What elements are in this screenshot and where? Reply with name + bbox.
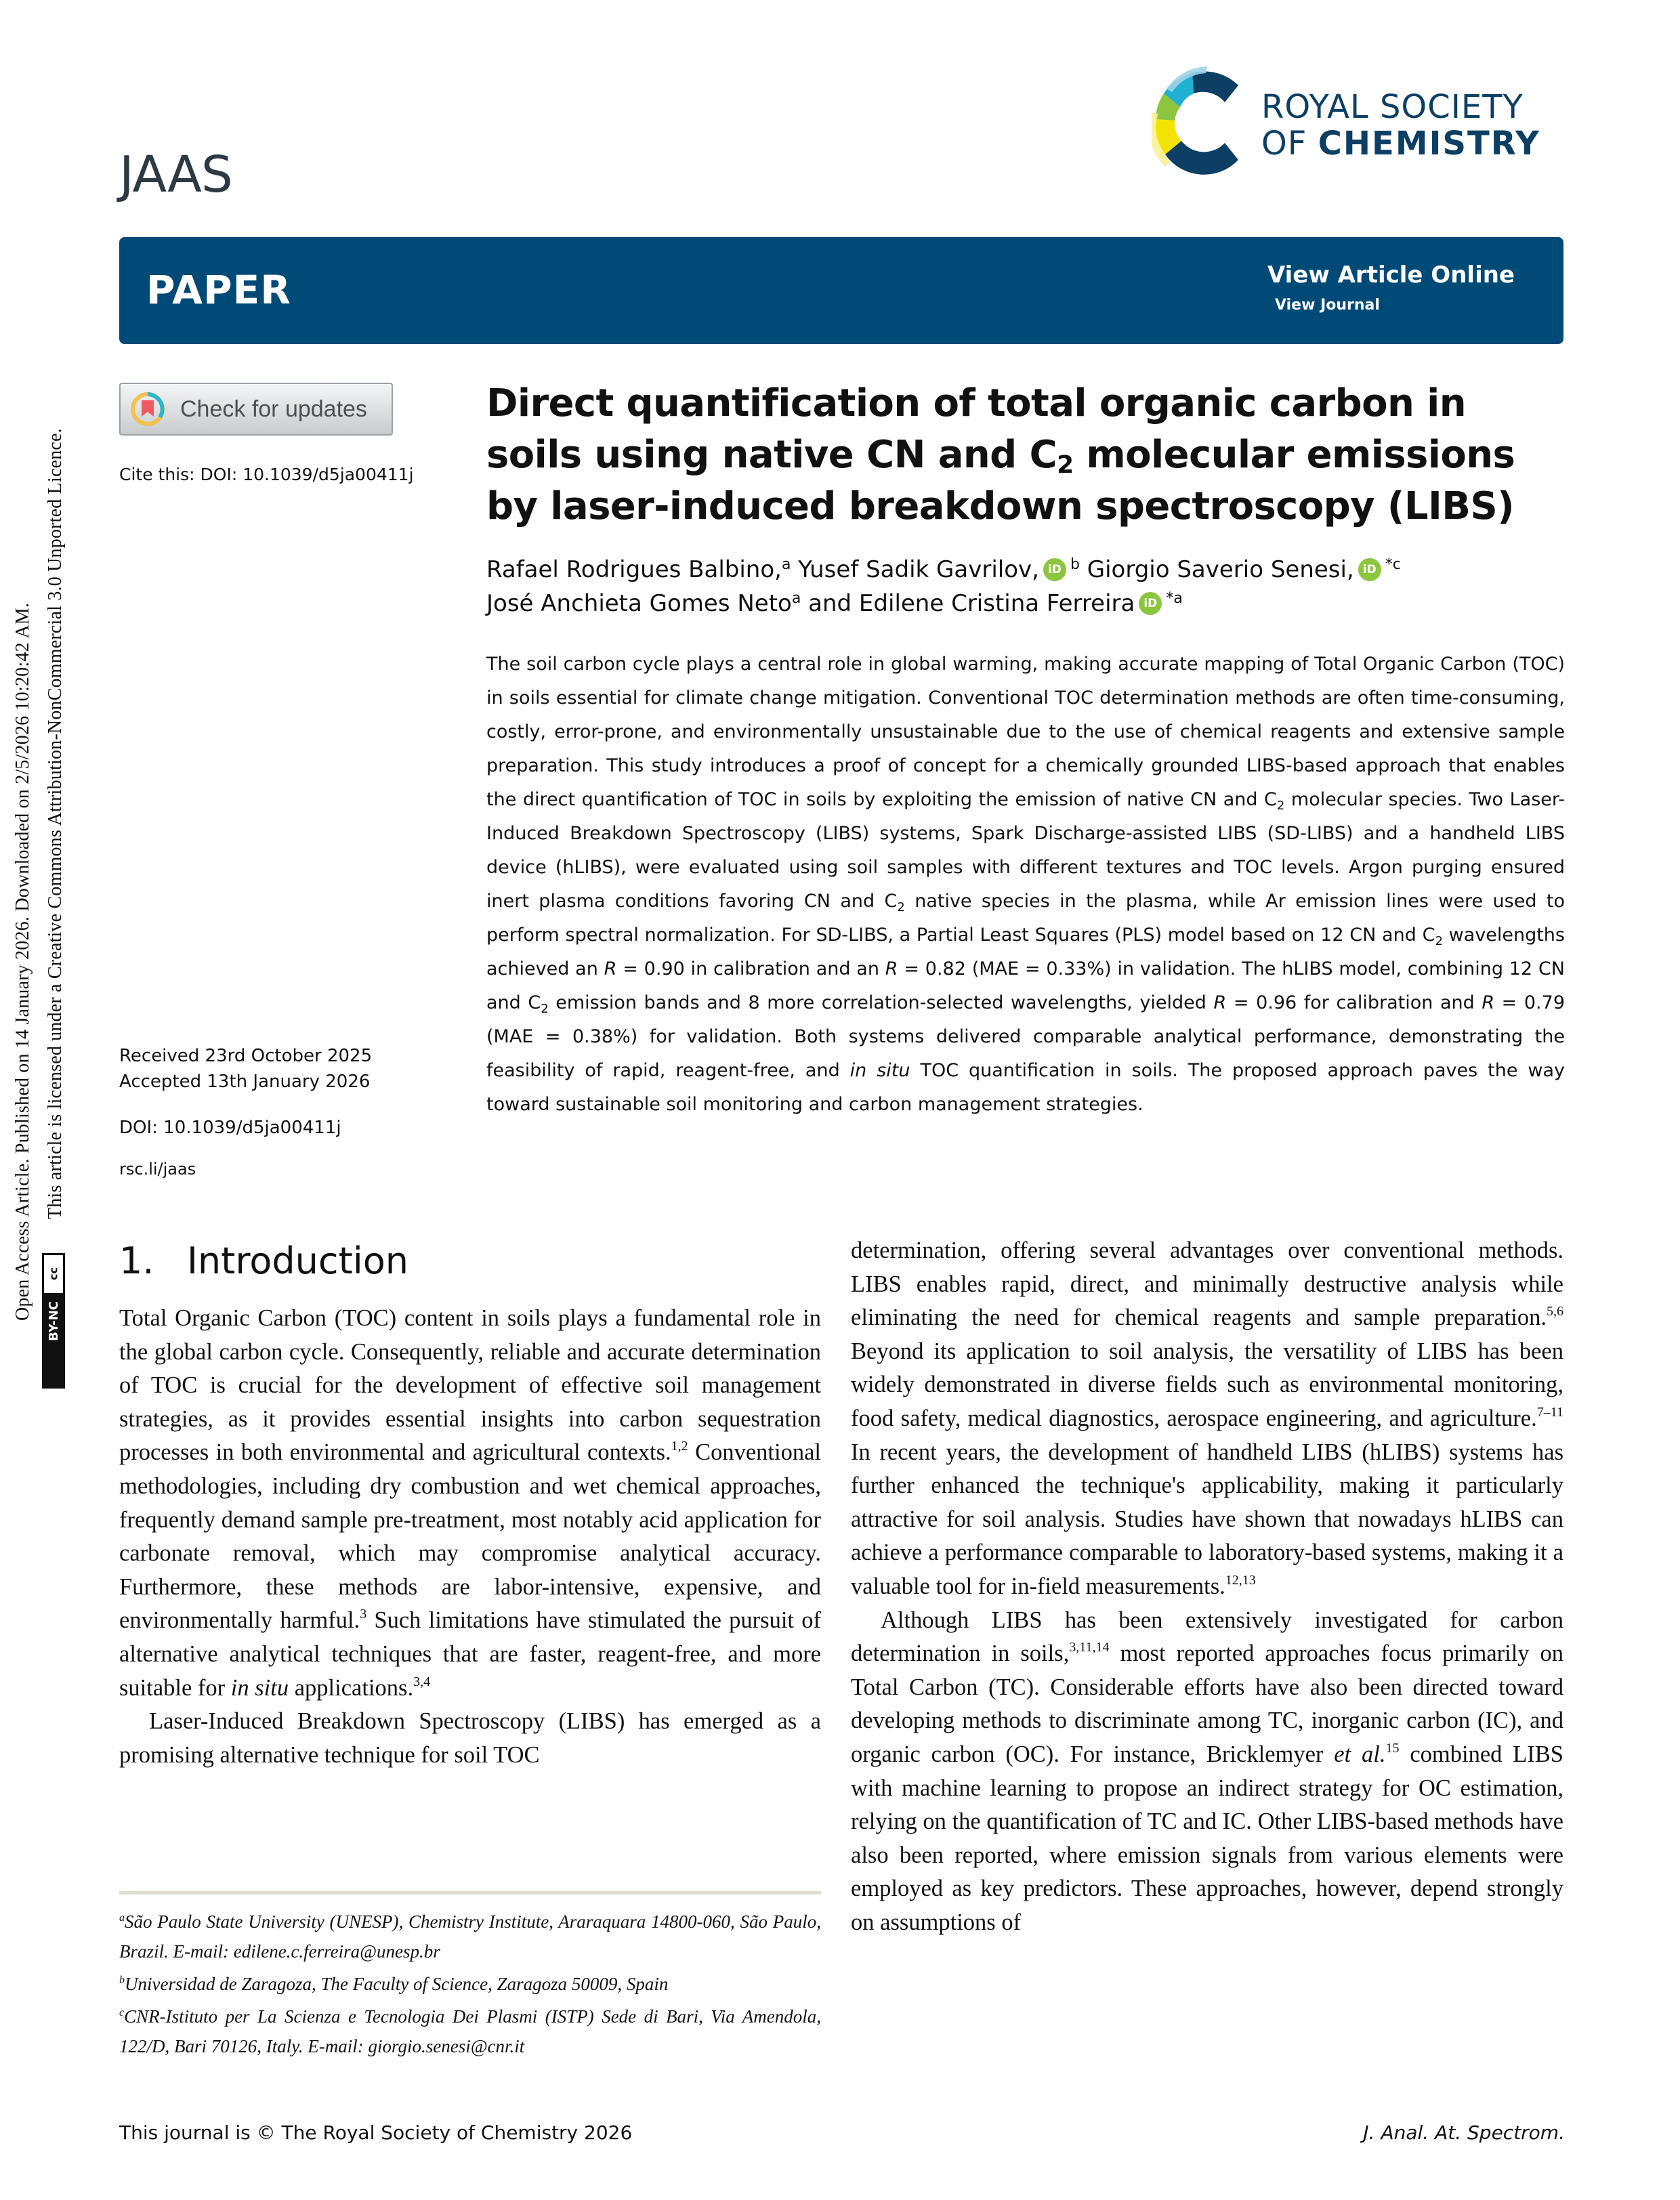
italic-text: in situ (230, 1674, 289, 1701)
abstract-text: = 0.79 (MAE = 0.38%) for validation. Both systems delivered comparable analytical performance, demonstrating the feasibility of rapid, reagent-free, and (486, 992, 1565, 1081)
subscript: 2 (897, 900, 905, 914)
citation-ref[interactable]: 12,13 (1225, 1572, 1256, 1588)
italic-r: R (1482, 992, 1495, 1013)
title-subscript: 2 (1057, 451, 1074, 479)
section-number: 1. (119, 1240, 154, 1282)
cite-label: Cite this: (119, 465, 195, 484)
citation-ref[interactable]: 1,2 (671, 1439, 688, 1454)
copyright-footer: This journal is © The Royal Society of Chemistry 2026 (119, 2121, 633, 2144)
title-text-1: Direct quantification of total organic carbon in soils using native CN and C (486, 381, 1466, 477)
italic-text: et al. (1334, 1741, 1386, 1767)
body-text: determination, offering several advantages over conventional methods. LIBS enables rapid, direct, and minimally destructive analysis while eliminating the need for chemical reagents and sample preparation. (851, 1238, 1563, 1331)
author-affiliation: *c (1385, 556, 1401, 573)
subscript: 2 (1276, 799, 1285, 813)
citation-ref[interactable]: 7–11 (1536, 1404, 1563, 1420)
italic-r: R (604, 958, 617, 979)
article-dates (119, 1043, 372, 1095)
body-text: most reported approaches focus primarily on Total Carbon (TC). Considerable efforts have also been directed toward developing methods to discriminate among TC, inorganic carbon (IC), and organic carbon (OC). For instance, Bricklemyer (851, 1641, 1563, 1767)
rsc-c-mark-icon (1152, 65, 1253, 180)
body-text: Total Organic Carbon (TOC) content in soils plays a fundamental role in the global carbon cycle. Consequently, reliable and accurate determination of TOC is crucial for the development of effective soil management strategies, as it provides essential insights into carbon sequestration processes in both environmental and agricultural contexts. (119, 1305, 821, 1466)
body-text: combined LIBS with machine learning to propose an indirect strategy for OC estimation, relying on the quantification of TC and IC. Other LIBS-based methods have also been reported, where emission signals from various elements were employed as key predictors. These approaches, however, depend strongly on assumptions of (851, 1741, 1563, 1935)
author-name[interactable]: José Anchieta Gomes Neto (486, 590, 792, 617)
rsc-logo[interactable] (1152, 65, 1565, 180)
section-title: Introduction (187, 1240, 409, 1282)
view-article-online-link[interactable]: View Article Online (1267, 261, 1515, 289)
italic-r: R (1213, 992, 1227, 1013)
citation-ref[interactable]: 3,4 (413, 1674, 431, 1689)
abstract-text: emission bands and 8 more correlation-selected wavelengths, yielded (548, 992, 1214, 1013)
author-list (486, 553, 1570, 620)
author-name[interactable]: and Edilene Cristina Ferreira (808, 590, 1135, 617)
paragraph (851, 1234, 1563, 1604)
body-text: Although LIBS has been extensively investigated for carbon determination in soils, (851, 1607, 1563, 1667)
publication-notice: Open Access Article. Published on 14 January 2026. Downloaded on 2/5/2026 10:20:42 AM. (12, 602, 33, 1321)
footnote-mark: b (119, 1974, 125, 1986)
rsc-line2 (1261, 125, 1540, 163)
orcid-icon[interactable]: iD (1358, 558, 1381, 581)
article-type-banner (119, 237, 1563, 344)
author-name[interactable]: Yusef Sadik Gavrilov, (798, 556, 1039, 583)
citation-ref[interactable]: 3 (360, 1607, 367, 1622)
body-column-right (851, 1234, 1563, 1939)
citation-ref[interactable]: 5,6 (1547, 1304, 1563, 1319)
rsc-line1: ROYAL SOCIETY (1261, 88, 1524, 126)
article-doi[interactable]: DOI: 10.1039/d5ja00411j (119, 1118, 341, 1138)
footnote-mark: c (119, 2007, 125, 2018)
abstract-text: TOC quantification in soils. The proposed approach paves the way toward sustainable soil monitoring and carbon management strategies. (486, 1060, 1565, 1115)
footnote-mark: a (119, 1912, 125, 1924)
orcid-icon[interactable]: iD (1043, 558, 1066, 581)
body-text: Conventional methodologies, including dry combustion and wet chemical approaches, frequently demand sample pre-treatment, most notably acid application for carbonate removal, which may compromise analytical accuracy. Furthermore, these methods are labor-intensive, expensive, and environmentally harmful. (119, 1439, 821, 1634)
abstract-text: native species in the plasma, while Ar emission lines were used to perform spectral normalization. For SD-LIBS, a Partial Least Squares (PLS) model based on 12 CN and C (486, 891, 1565, 946)
citation-ref[interactable]: 15 (1385, 1740, 1400, 1756)
author-affiliation: a (781, 556, 791, 573)
abstract-text: = 0.90 in calibration and an (616, 958, 885, 979)
affiliation-footnotes (119, 1907, 821, 2064)
abstract-text: The soil carbon cycle plays a central role in global warming, making accurate mapping of Total Organic Carbon (TOC) in soils essential for climate change mitigation. Conventional TOC determination methods are often time-consuming, costly, error-prone, and environmentally unsustainable due to the use of chemical reagents and extensive sample preparation. This study introduces a proof of concept for a chemically grounded LIBS-based approach that enables the direct quantification of TOC in soils by exploiting the emission of native CN and C (486, 654, 1565, 810)
cite-doi[interactable]: DOI: 10.1039/d5ja00411j (200, 465, 414, 484)
paragraph (851, 1604, 1563, 1940)
paragraph (119, 1302, 821, 1705)
abstract (486, 648, 1565, 1122)
italic-text: in situ (849, 1060, 910, 1081)
cite-this (119, 465, 414, 484)
crossmark-icon (130, 392, 165, 427)
subscript: 2 (1435, 934, 1443, 948)
accepted-date: Accepted 13th January 2026 (119, 1072, 371, 1092)
cc-license-badge[interactable] (42, 1253, 65, 1389)
rsc-line2-bold: CHEMISTRY (1318, 125, 1540, 163)
author-name[interactable]: Rafael Rodrigues Balbino, (486, 556, 782, 583)
body-text: Such limitations have stimulated the pursuit of alternative analytical techniques that are faster, reagent-free, and more suitable for (119, 1607, 821, 1701)
author-name[interactable]: Giorgio Saverio Senesi, (1087, 556, 1354, 583)
abstract-text: = 0.82 (MAE = 0.33%) in validation. The hLIBS model, combining 12 CN and C (486, 958, 1565, 1013)
footnote (119, 1969, 821, 1999)
body-text: applications. (289, 1674, 414, 1701)
title-text-2: molecular emissions by laser-induced breakdown spectroscopy (LIBS) (486, 433, 1515, 528)
section-heading-introduction (119, 1240, 408, 1282)
citation-ref[interactable]: 3,11,14 (1069, 1640, 1110, 1655)
view-journal-link[interactable]: View Journal (1275, 297, 1380, 314)
article-type-label: PAPER (146, 267, 291, 313)
journal-abbrev-footer: J. Anal. At. Spectrom. (1363, 2121, 1565, 2144)
check-for-updates-button[interactable] (119, 383, 393, 436)
body-column-left (119, 1302, 821, 1772)
creative-commons-icon: cc (44, 1255, 63, 1293)
rsc-wordmark (1261, 88, 1540, 163)
footnote-text: CNR-Istituto per La Scienza e Tecnologia Dei Plasmi (ISTP) Sede di Bari, Via Amendola, 122/D, Bari 70126, Italy. E-mail: giorgio.senesi@cnr.it (119, 2006, 821, 2056)
body-text: Beyond its application to soil analysis, the versatility of LIBS has been widely demonstrated in diverse fields such as environmental monitoring, food safety, medical diagnostics, aerospace engineering, and agriculture. (851, 1338, 1563, 1431)
abstract-text: = 0.96 for calibration and (1226, 992, 1482, 1013)
journal-name: JAAS (119, 146, 232, 204)
footnote-divider (119, 1891, 821, 1895)
check-for-updates-label: Check for updates (180, 396, 367, 422)
footnote (119, 2002, 821, 2061)
abstract-text: molecular species. Two Laser-Induced Breakdown Spectroscopy (LIBS) systems, Spark Discharge-assisted LIBS (SD-LIBS) and a handheld LIBS device (hLIBS), were evaluated using soil samples with different textures and TOC levels. Argon purging ensured inert plasma conditions favoring CN and C (486, 789, 1565, 912)
journal-short-link[interactable]: rsc.li/jaas (119, 1160, 196, 1179)
footnote (119, 1907, 821, 1966)
abstract-text: wavelengths achieved an (486, 925, 1565, 979)
body-text: In recent years, the development of handheld LIBS (hLIBS) systems has further enhanced the technique's applicability, making it particularly attractive for soil analysis. Studies have shown that nowadays hLIBS can achieve a performance comparable to laboratory-based systems, making it a valuable tool for in-field measurements. (851, 1439, 1563, 1599)
open-access-strip (0, 0, 75, 1422)
rsc-line2-light: OF (1261, 125, 1318, 163)
author-affiliation: *a (1166, 590, 1183, 607)
license-type: BY-NC (46, 1301, 61, 1341)
footnote-text: Universidad de Zaragoza, The Faculty of Science, Zaragoza 50009, Spain (125, 1974, 669, 1994)
license-notice[interactable]: This article is licensed under a Creative Commons Attribution-NonCommercial 3.0 Unported Licence. (45, 428, 66, 1219)
orcid-icon[interactable]: iD (1139, 592, 1162, 615)
received-date: Received 23rd October 2025 (119, 1046, 373, 1066)
author-affiliation: b (1070, 556, 1080, 573)
paragraph: Laser-Induced Breakdown Spectroscopy (LIBS) has emerged as a promising alternative technique for soil TOC (119, 1708, 821, 1768)
author-affiliation: a (791, 590, 801, 607)
subscript: 2 (541, 1002, 549, 1016)
italic-r: R (885, 958, 898, 979)
footnote-text: São Paulo State University (UNESP), Chemistry Institute, Araraquara 14800-060, São Paulo, Brazil. E-mail: edilene.c.ferreira@unesp.br (119, 1911, 821, 1962)
article-title (486, 378, 1570, 532)
